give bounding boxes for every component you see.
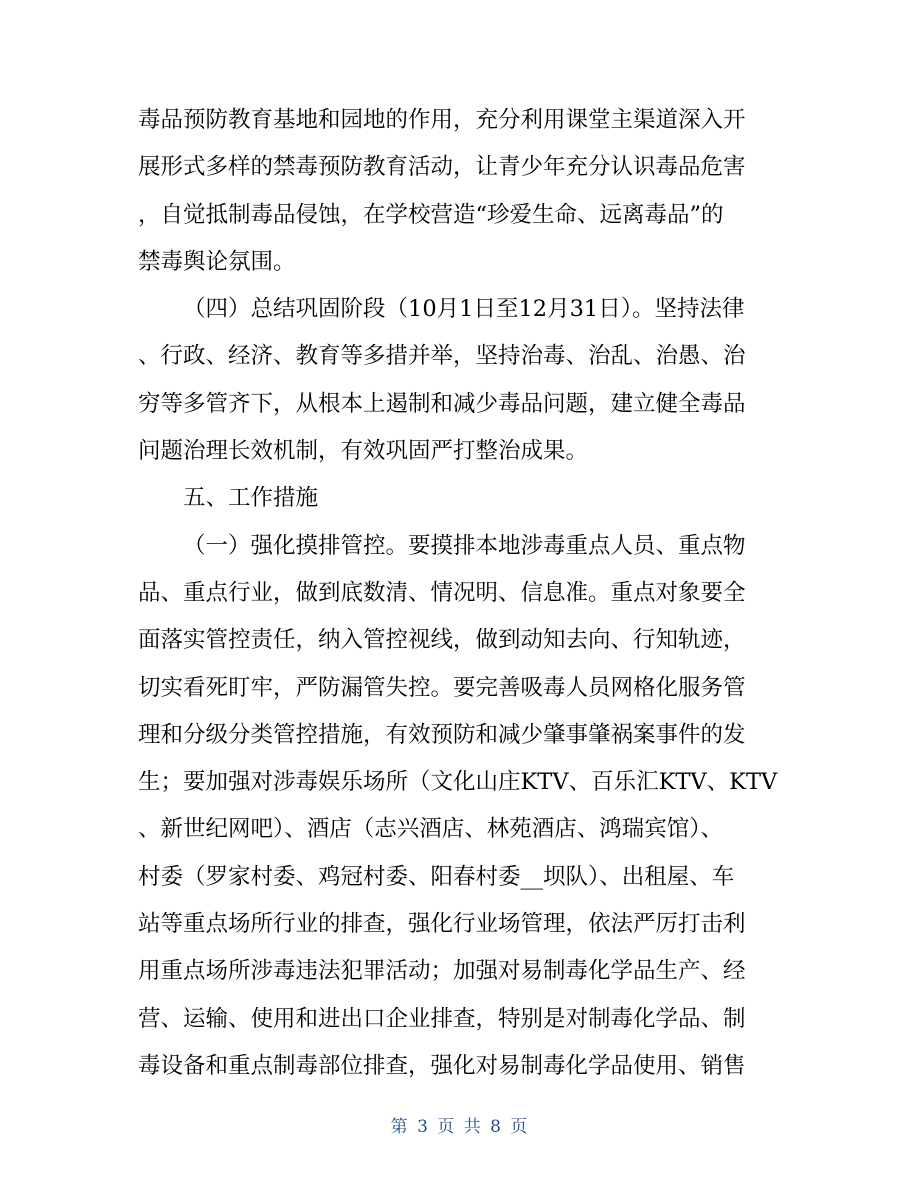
text-line: 禁毒舆论氛围。 (138, 248, 296, 275)
text-line: 五、工作措施 (183, 485, 319, 512)
text-line: （一）强化摸排管控。要摸排本地涉毒重点人员、重点物 (183, 532, 746, 559)
page-footer: 第 3 页 共 8 页 (390, 1117, 530, 1137)
text-line: ，自觉抵制毒品侵蚀，在学校营造“珍爱生命、远离毒品”的 (138, 201, 724, 228)
text-line: 毒设备和重点制毒部位排查，强化对易制毒化学品使用、销售 (138, 1052, 746, 1079)
text-line: 理和分级分类管控措施，有效预防和减少肇事肇祸案事件的发 (138, 721, 746, 748)
text-line: 问题治理长效机制，有效巩固严打整治成果。 (138, 438, 589, 465)
text-line: 、行政、经济、教育等多措并举，坚持治毒、治乱、治愚、治 (138, 343, 746, 370)
text-line: 面落实管控责任，纳入管控视线，做到动知去向、行知轨迹， (138, 627, 746, 654)
text-line: 展形式多样的禁毒预防教育活动，让青少年充分认识毒品危害 (138, 154, 746, 181)
text-line: 生；要加强对涉毒娱乐场所（文化山庄KTV、百乐汇KTV、KTV (138, 769, 778, 796)
text-line: 营、运输、使用和进出口企业排查，特别是对制毒化学品、制 (138, 1005, 746, 1032)
text-line: 村委（罗家村委、鸡冠村委、阳春村委__坝队）、出租屋、车 (138, 863, 735, 890)
text-line: 站等重点场所行业的排查，强化行业场管理，依法严厉打击利 (138, 911, 746, 938)
text-line: 毒品预防教育基地和园地的作用，充分利用课堂主渠道深入开 (138, 107, 746, 133)
text-line: 用重点场所涉毒违法犯罪活动；加强对易制毒化学品生产、经 (138, 958, 746, 985)
text-line: （四）总结巩固阶段（10月1日至12月31日）。坚持法律 (183, 296, 745, 323)
body-text (138, 97, 788, 1090)
text-line: 切实看死盯牢，严防漏管失控。要完善吸毒人员网格化服务管 (138, 674, 746, 701)
text-line: 穷等多管齐下，从根本上遏制和减少毒品问题，建立健全毒品 (138, 390, 746, 417)
text-line: 、新世纪网吧）、酒店（志兴酒店、林苑酒店、鸿瑞宾馆）、 (138, 816, 724, 843)
text-line: 品、重点行业，做到底数清、情况明、信息准。重点对象要全 (138, 579, 746, 606)
